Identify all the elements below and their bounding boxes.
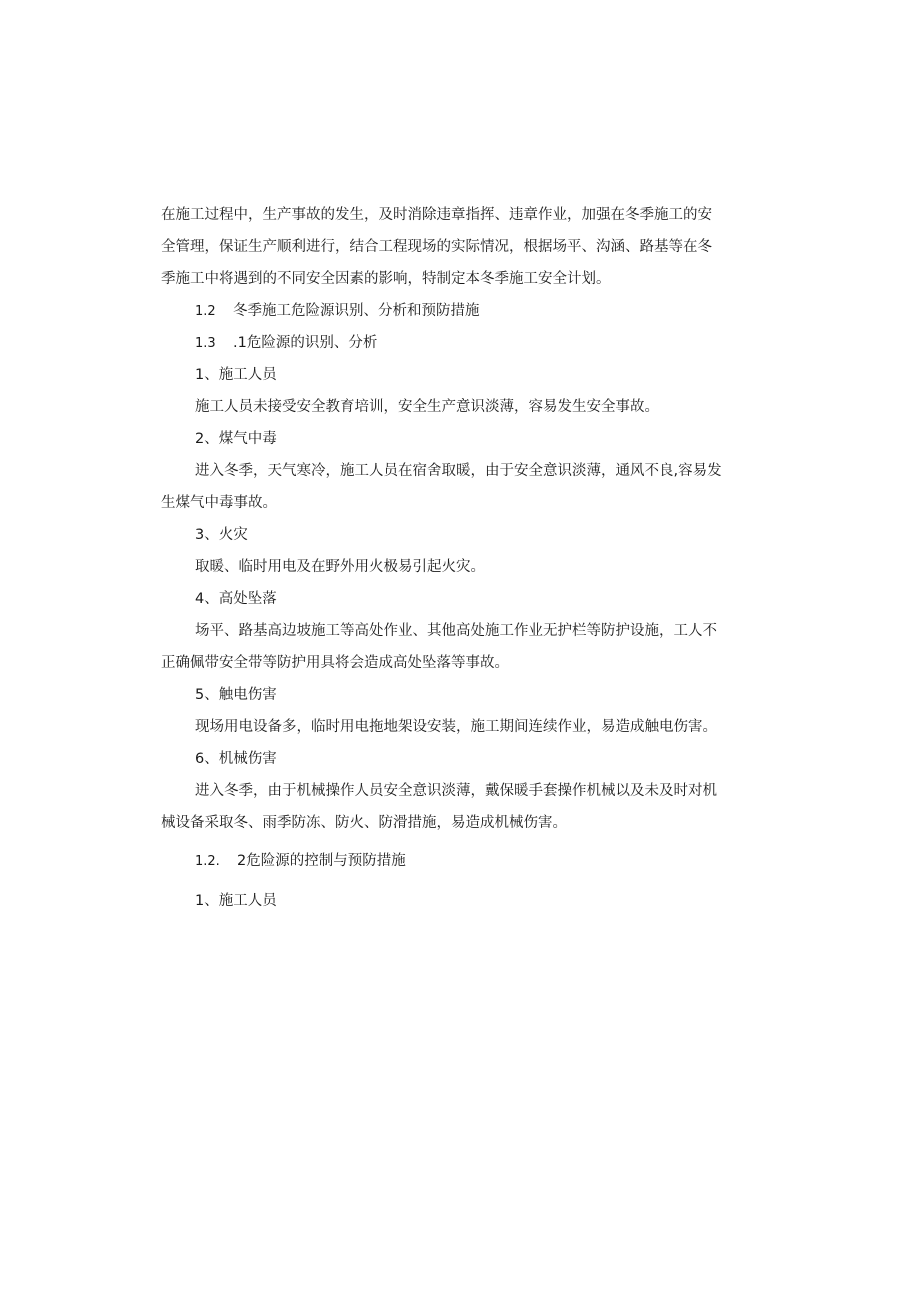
item-heading-electric: 5、触电伤害 — [195, 687, 277, 703]
item-text-gas-poisoning-2: 生煤气中毒事故。 — [161, 495, 277, 511]
document-body — [161, 199, 761, 917]
item-text-gas-poisoning-1: 进入冬季，天气寒冷，施工人员在宿舍取暖，由于安全意识淡薄，通风不良,容易发 — [195, 463, 722, 479]
item-text-fall-2: 正确佩带安全带等防护用具将会造成高处坠落等事故。 — [161, 655, 509, 671]
item-heading-gas-poisoning: 2、煤气中毒 — [195, 431, 277, 447]
section-number: 1.2 — [195, 304, 216, 319]
section-heading-1-2 — [161, 295, 761, 327]
item-heading-fire: 3、火灾 — [195, 527, 248, 543]
item-text-electric: 现场用电设备多，临时用电拖地架设安装，施工期间连续作业，易造成触电伤害。 — [195, 719, 717, 735]
intro-line-2: 全管理，保证生产顺利进行，结合工程现场的实际情况，根据场平、沟涵、路基等在冬 — [161, 239, 712, 255]
item-heading-mechanical: 6、机械伤害 — [195, 751, 277, 767]
item-text-personnel: 施工人员未接受安全教育培训，安全生产意识淡薄，容易发生安全事故。 — [195, 399, 659, 415]
section-heading-1-3 — [161, 327, 761, 359]
item-heading-personnel: 1、施工人员 — [195, 367, 277, 383]
item-text-fall-1: 场平、路基高边坡施工等高处作业、其他高处施工作业无护栏等防护设施，工人不 — [195, 623, 717, 639]
item-text-mechanical-1: 进入冬季，由于机械操作人员安全意识淡薄，戴保暖手套操作机械以及未及时对机 — [195, 783, 717, 799]
item-text-fire: 取暖、临时用电及在野外用火极易引起火灾。 — [195, 559, 485, 575]
item-heading-fall: 4、高处坠落 — [195, 591, 277, 607]
section-number: 1.3 — [195, 336, 216, 351]
final-item-heading: 1、施工人员 — [195, 893, 277, 909]
section-title: 2危险源的控制与预防措施 — [237, 853, 406, 869]
section-number: 1.2. — [195, 854, 220, 869]
intro-line-1: 在施工过程中，生产事故的发生，及时消除违章指挥、违章作业，加强在冬季施工的安 — [161, 207, 712, 223]
intro-line-3: 季施工中将遇到的不同安全因素的影响，特制定本冬季施工安全计划。 — [161, 271, 611, 287]
section-title: .1危险源的识别、分析 — [233, 335, 378, 351]
section-heading-1-2-2 — [161, 845, 761, 877]
section-title: 冬季施工危险源识别、分析和预防措施 — [233, 303, 480, 319]
item-text-mechanical-2: 械设备采取冬、雨季防冻、防火、防滑措施，易造成机械伤害。 — [161, 815, 567, 831]
